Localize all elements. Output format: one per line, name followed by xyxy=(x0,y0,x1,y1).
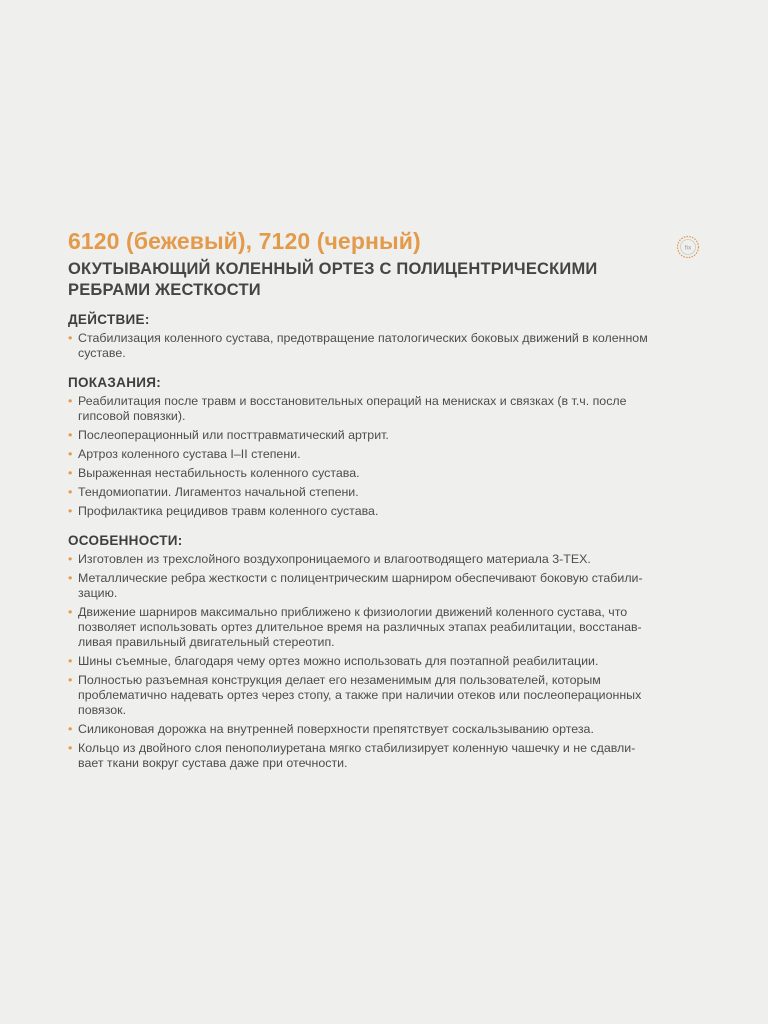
bullet-item xyxy=(68,331,698,361)
section-action xyxy=(68,311,698,361)
bullet-list-indications xyxy=(68,394,698,519)
bullet-line: Кольцо из двойного слоя пенополиуретана мягко стабилизирует коленную чашечку и не сдавли- xyxy=(78,741,636,755)
bullet-item xyxy=(68,447,698,462)
bullet-item xyxy=(68,741,698,771)
bullet-line: Полностью разъемная конструкция делает его незаменимым для пользователей, которым xyxy=(78,673,601,687)
bullet-line: Реабилитация после травм и восстановительных операций на менисках и связках (в т.ч. после xyxy=(78,394,627,408)
bullet-line: Изготовлен из трехслойного воздухопроницаемого и влагоотводящего материала 3-TEX. xyxy=(78,552,591,566)
bullet-line: проблематично надевать ортез через стопу, а также при наличии отеков или послеоперационных xyxy=(78,688,642,702)
section-heading-action: ДЕЙСТВИЕ: xyxy=(68,312,150,327)
bullet-line: Стабилизация коленного сустава, предотвращение патологических боковых движений в коленном xyxy=(78,331,648,345)
product-subtitle xyxy=(68,259,698,301)
bullet-line: Профилактика рецидивов травм коленного сустава. xyxy=(78,504,379,518)
subtitle-line-2: РЕБРАМИ ЖЕСТКОСТИ xyxy=(68,281,261,299)
bullet-item xyxy=(68,428,698,443)
bullet-list-action xyxy=(68,331,698,361)
section-heading-indications: ПОКАЗАНИЯ: xyxy=(68,375,162,390)
bullet-line: суставе. xyxy=(78,346,126,360)
subtitle-line-1: ОКУТЫВАЮЩИЙ КОЛЕННЫЙ ОРТЕЗ С ПОЛИЦЕНТРИЧЕСКИМИ xyxy=(68,260,598,278)
bullet-item xyxy=(68,485,698,500)
bullet-item xyxy=(68,504,698,519)
bullet-line: Выраженная нестабильность коленного сустава. xyxy=(78,466,360,480)
bullet-item xyxy=(68,654,698,669)
bullet-item xyxy=(68,466,698,481)
bullet-line: Силиконовая дорожка на внутренней поверхности препятствует соскальзыванию ортеза. xyxy=(78,722,594,736)
bullet-line: позволяет использовать ортез длительное время на различных этапах реабилитации, восстанав- xyxy=(78,620,642,634)
bullet-item xyxy=(68,605,698,650)
bullet-line: гипсовой повязки). xyxy=(78,409,186,423)
bullet-item xyxy=(68,394,698,424)
bullet-line: ливая правильный двигательный стереотип. xyxy=(78,635,335,649)
bullet-line: повязок. xyxy=(78,703,127,717)
bullet-line: Движение шарниров максимально приближено к физиологии движений коленного сустава, что xyxy=(78,605,628,619)
bullet-line: Послеоперационный или посттравматический артрит. xyxy=(78,428,389,442)
badge-text: fix xyxy=(684,244,692,252)
section-heading-features: ОСОБЕННОСТИ: xyxy=(68,533,183,548)
bullet-line: Шины съемные, благодаря чему ортез можно использовать для поэтапной реабилитации. xyxy=(78,654,599,668)
section-features xyxy=(68,532,698,771)
bullet-line: зацию. xyxy=(78,586,118,600)
bullet-list-features xyxy=(68,552,698,771)
bullet-line: Артроз коленного сустава I–II степени. xyxy=(78,447,301,461)
bullet-item xyxy=(68,722,698,737)
bullet-line: Металлические ребра жесткости с полицентрическим шарниром обеспечивают боковую стабили- xyxy=(78,571,643,585)
bullet-line: вает ткани вокруг сустава даже при отечности. xyxy=(78,756,348,770)
bullet-item xyxy=(68,552,698,567)
bullet-item xyxy=(68,571,698,601)
section-indications xyxy=(68,374,698,519)
product-description xyxy=(68,226,698,775)
bullet-item xyxy=(68,673,698,718)
bullet-line: Тендомиопатии. Лигаментоз начальной степени. xyxy=(78,485,359,499)
product-title: 6120 (бежевый), 7120 (черный) xyxy=(68,228,421,254)
